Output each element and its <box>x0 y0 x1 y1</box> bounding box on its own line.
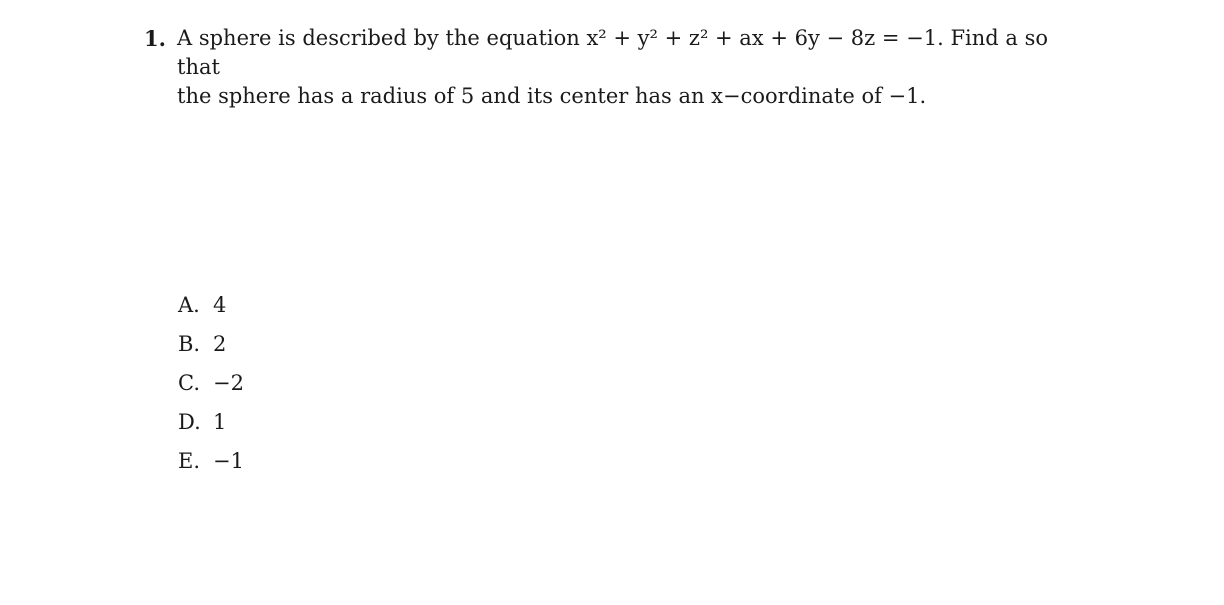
choice-value: 1 <box>213 410 227 434</box>
question-block <box>144 24 1094 111</box>
choice-value: −1 <box>213 449 244 473</box>
choice-letter: B. <box>178 332 201 356</box>
choice-c <box>178 364 244 403</box>
choice-letter: D. <box>178 410 201 434</box>
choice-letter: A. <box>178 293 200 317</box>
choice-e <box>178 442 244 481</box>
choice-b <box>178 325 244 364</box>
choice-letter: C. <box>178 371 200 395</box>
question-text <box>177 24 1094 111</box>
choice-value: 4 <box>213 293 227 317</box>
choice-letter: E. <box>178 449 201 473</box>
question-text-line-1: A sphere is described by the equation x² + y² + z² + ax + 6y − 8z = −1. Find a so that <box>177 26 1049 79</box>
choice-a <box>178 286 244 325</box>
answer-choices <box>178 286 244 481</box>
question-text-line-2: the sphere has a radius of 5 and its center has an x−coordinate of −1. <box>177 84 927 108</box>
choice-d <box>178 403 244 442</box>
choice-value: −2 <box>213 371 244 395</box>
question-number: 1. <box>144 26 166 51</box>
choice-value: 2 <box>213 332 227 356</box>
